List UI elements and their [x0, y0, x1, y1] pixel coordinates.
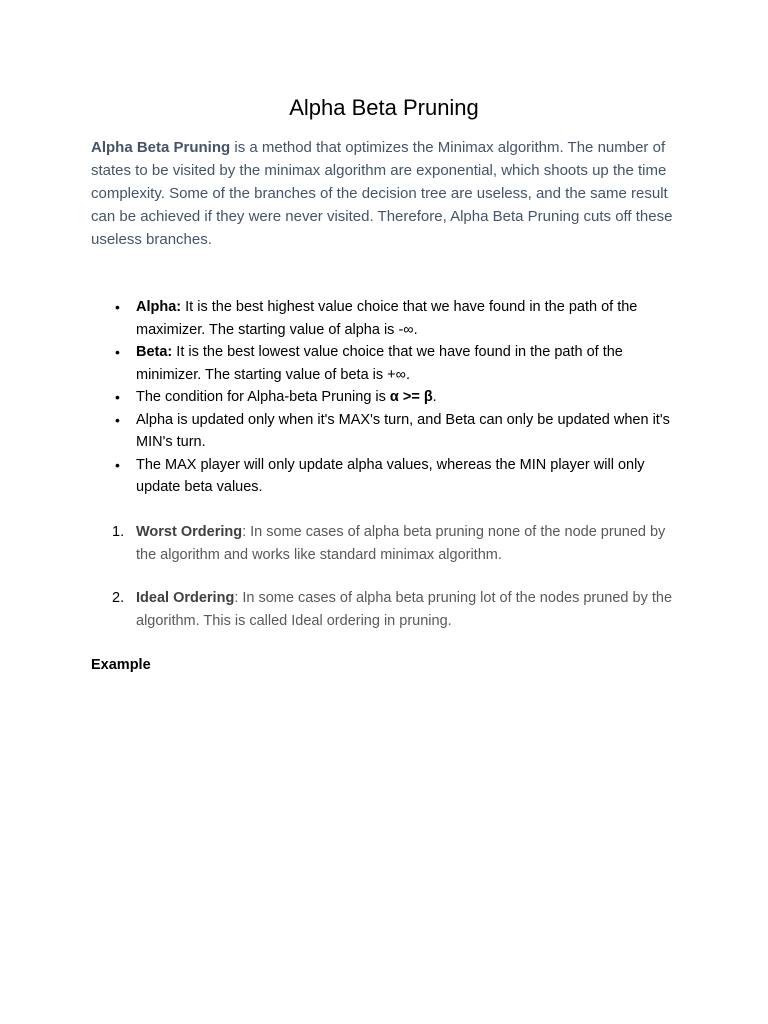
bullet-marker: • [115, 456, 120, 473]
list-number: 1. [112, 524, 125, 540]
bullet-item-player-update [91, 454, 681, 499]
page-title: Alpha Beta Pruning [289, 95, 479, 120]
ordering-text: : In some cases of alpha beta pruning none of the node pruned by the algorithm and works like standard minimax algorithm. [136, 524, 666, 563]
bullet-item-update-turn [91, 409, 681, 454]
list-number: 2. [112, 590, 125, 606]
intro-text: is a method that optimizes the Minimax algorithm. The number of states to be visited by the minimax algorithm are exponential, which shoots up the time complexity. Some of the branches of the decision tree are useless, and the same result can be achieved if they were never visited. Therefore, Alpha Beta Pruning cuts off these useless branches. [91, 139, 673, 248]
intro-lead-term: Alpha Beta Pruning [91, 139, 231, 156]
bullet-marker: • [115, 389, 120, 405]
bullet-item-condition [91, 386, 681, 409]
bullet-marker: • [115, 344, 120, 360]
bullet-label: Beta: [136, 344, 173, 360]
ordering-text: : In some cases of alpha beta pruning lot of the nodes pruned by the algorithm. This is called Ideal ordering in pruning. [136, 590, 673, 629]
bullet-item-beta [91, 341, 681, 386]
example-heading: Example [91, 657, 151, 673]
bullet-text: Alpha is updated only when it's MAX's turn, and Beta can only be updated when it's MIN's turn. [136, 411, 670, 450]
ordering-item-worst [91, 521, 681, 566]
bullet-marker: • [115, 411, 120, 428]
bullet-text: It is the best lowest value choice that we have found in the path of the minimizer. The starting value of beta is +∞. [136, 344, 623, 383]
bullet-text: The MAX player will only update alpha values, whereas the MIN player will only update beta values. [136, 456, 645, 495]
bullet-marker: • [115, 299, 120, 315]
ordering-label: Worst Ordering [136, 524, 243, 540]
bullet-text: It is the best highest value choice that we have found in the path of the maximizer. The starting value of alpha is -∞. [136, 299, 638, 338]
bullet-label: Alpha: [136, 299, 182, 315]
intro-paragraph [91, 136, 681, 251]
bullet-text: The condition for Alpha-beta Pruning is [136, 389, 390, 405]
condition-formula: α >= β [389, 389, 433, 405]
ordering-label: Ideal Ordering [136, 590, 235, 606]
bullet-list [91, 296, 681, 499]
ordering-list [91, 521, 681, 653]
bullet-tail: . [432, 389, 437, 405]
bullet-item-alpha [91, 296, 681, 341]
ordering-item-ideal [91, 587, 681, 632]
